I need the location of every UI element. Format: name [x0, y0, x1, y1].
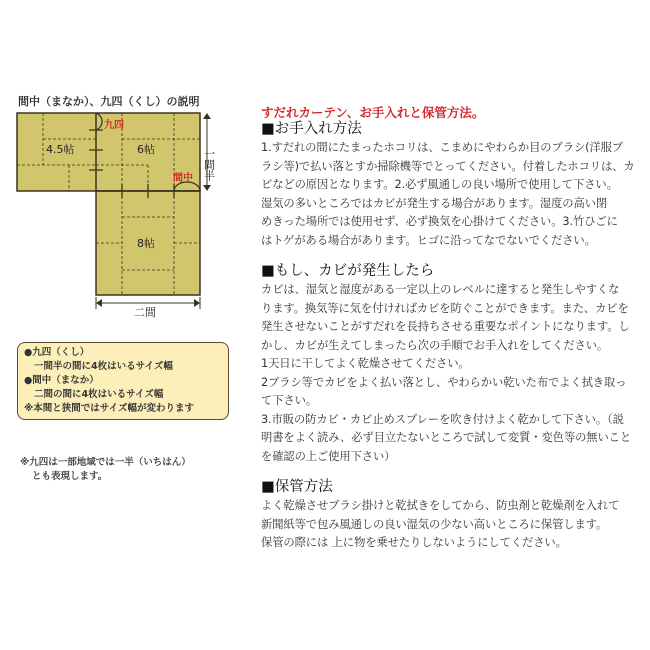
body-line: 新聞紙等で包み風通しの良い湿気の少ない高いところに保管します。 — [261, 517, 608, 531]
section-heading: ■お手入れ方法 — [261, 121, 362, 137]
footnote — [20, 456, 191, 484]
legend-note: ※本間と狭間ではサイズ幅が変わります — [24, 403, 194, 414]
body-line: よく乾燥させブラシ掛けと乾拭きをしてから、防虫剤と乾燥剤を入れて — [261, 499, 620, 512]
legend-box — [17, 342, 229, 420]
care-article — [261, 105, 646, 553]
body-line: を確認の上ご使用下さい） — [261, 449, 396, 463]
body-line: カビは、湿気と湿度がある一定以上のレベルに達すると発生しやすくな — [261, 283, 620, 296]
room-label-6: 6帖 — [137, 143, 155, 156]
body-line: 3.市販の防カビ・カビ止めスプレーを吹き付けよく乾かして下さい。（説 — [261, 412, 624, 426]
body-line: 2ブラシ等でカビをよく払い落とし、やわらかい乾いた布でよく拭き取っ — [261, 375, 627, 389]
body-line: ラシ等)で払い落とすか掃除機等でとってください。付着したホコリは、カ — [261, 159, 635, 173]
article-section — [261, 262, 646, 466]
kushi-label: 九四 — [104, 120, 124, 131]
body-line: めきった場所では使用せず、必ず換気を心掛けてください。3.竹ひごに — [261, 215, 618, 228]
room-label-8: 8帖 — [137, 237, 155, 250]
body-line: 発生させないことがすだれを長持ちさせる重要なポイントになります。し — [261, 320, 630, 333]
article-section — [261, 120, 646, 250]
legend-term: ●間中（まなか） — [24, 375, 99, 386]
room-label-4-5: 4.5帖 — [46, 143, 75, 156]
section-heading: ■保管方法 — [261, 479, 333, 495]
floor-plan-diagram — [0, 105, 240, 325]
body-line: 1.すだれの間にたまったホコリは、こまめにやわらか目のブラシ(洋服ブ — [261, 141, 623, 154]
legend-term: ●九四（くし） — [24, 347, 90, 358]
body-line: 保管の際には 上に物を乗せたりしないようにしてください。 — [261, 536, 567, 549]
legend-desc: 一間半の間に4枚はいるサイズ幅 — [34, 361, 173, 372]
body-line: はトゲがある場合があります。ヒゴに沿ってなでないでください。 — [261, 233, 596, 247]
section-heading: ■もし、カビが発生したら — [261, 263, 435, 279]
legend-desc: 二間の間に4枚はいるサイズ幅 — [34, 389, 164, 400]
article-title: すだれカーテン、お手入れと保管方法。 — [261, 105, 485, 120]
ikken-han-label: 一間半 — [202, 148, 216, 181]
diagram-title: 間中（まなか）、九四（くし）の説明 — [18, 95, 200, 108]
body-line: ビなどの原因となります。2.必ず風通しの良い場所で使用して下さい。 — [261, 178, 618, 191]
article-section — [261, 478, 646, 553]
body-line: て下さい。 — [261, 394, 317, 407]
body-line: ります。換気等に気を付ければカビを防ぐことができます。また、カビを — [261, 301, 629, 315]
body-line: 湿気の多いところではカビが発生する場合があります。湿度の高い閉 — [261, 196, 608, 210]
footnote-line: とも表現します。 — [32, 471, 108, 482]
niken-label: 二間 — [134, 306, 156, 319]
manaka-label: 間中 — [173, 173, 193, 184]
body-line: 1天日に干してよく乾燥させてください。 — [261, 357, 470, 370]
body-line: かし、カビが生えてしまったら次の手順でお手入れをしてください。 — [261, 338, 609, 352]
body-line: 明書をよく読み、必ず目立たないところで試して変質・変色等の無いこと — [261, 431, 632, 444]
footnote-line: ※九四は一部地域では一半（いちはん） — [20, 457, 191, 468]
